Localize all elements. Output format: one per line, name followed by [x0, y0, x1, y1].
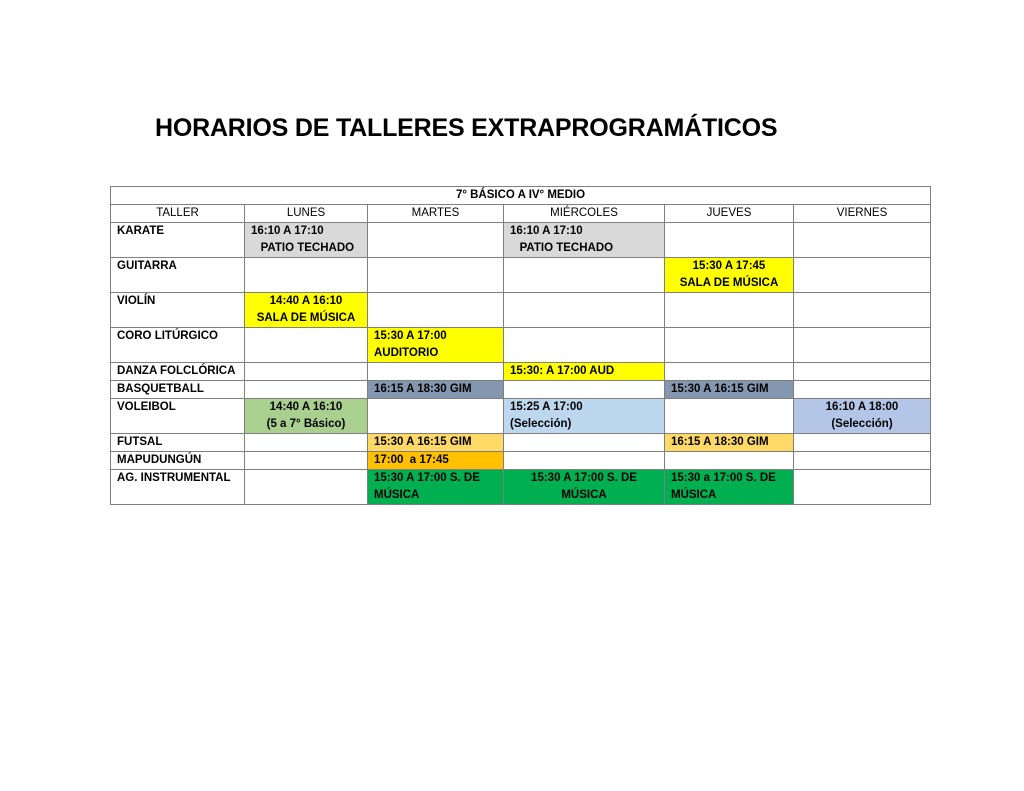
- taller-name: AG. INSTRUMENTAL: [111, 470, 245, 505]
- slot-martes: [368, 452, 504, 470]
- slot-viernes: [794, 399, 931, 434]
- slot-miercoles: [504, 470, 665, 505]
- slot-jueves: [665, 470, 794, 505]
- slot-line: 15:30: A 17:00 AUD: [510, 365, 615, 377]
- slot-line: SALA DE MÚSICA: [679, 277, 779, 289]
- slot-viernes: [794, 452, 931, 470]
- header-viernes: VIERNES: [794, 205, 931, 223]
- slot-line: 16:10 A 17:10: [251, 225, 324, 237]
- taller-name: BASQUETBALL: [111, 381, 245, 399]
- table-row: [111, 223, 931, 258]
- slot-viernes: [794, 223, 931, 258]
- slot-line: 14:40 A 16:10: [269, 295, 343, 307]
- slot-line: 15:30 A 17:00 S. DE: [531, 472, 637, 484]
- table-row: [111, 363, 931, 381]
- table-row: [111, 258, 931, 293]
- slot-miercoles: [504, 363, 665, 381]
- slot-line: (Selección): [831, 418, 893, 430]
- taller-name: FUTSAL: [111, 434, 245, 452]
- slot-lunes: [245, 293, 368, 328]
- slot-miercoles: [504, 434, 665, 452]
- slot-jueves: [665, 399, 794, 434]
- slot-jueves: [665, 452, 794, 470]
- slot-jueves: [665, 363, 794, 381]
- table-row: [111, 381, 931, 399]
- slot-viernes: [794, 328, 931, 363]
- slot-lunes: [245, 434, 368, 452]
- slot-line: 15:30 A 17:45: [692, 260, 766, 272]
- slot-viernes: [794, 258, 931, 293]
- taller-name: MAPUDUNGÚN: [111, 452, 245, 470]
- slot-miercoles: [504, 452, 665, 470]
- slot-martes: [368, 434, 504, 452]
- slot-line: MÚSICA: [561, 489, 607, 501]
- slot-line: (5 a 7° Básico): [266, 418, 346, 430]
- slot-line: SALA DE MÚSICA: [256, 312, 356, 324]
- slot-martes: [368, 470, 504, 505]
- table-row: [111, 399, 931, 434]
- slot-line: PATIO TECHADO: [510, 242, 614, 254]
- slot-lunes: [245, 381, 368, 399]
- slot-jueves: [665, 328, 794, 363]
- slot-viernes: [794, 434, 931, 452]
- slot-lunes: [245, 399, 368, 434]
- slot-martes: [368, 363, 504, 381]
- slot-viernes: [794, 293, 931, 328]
- table-caption: 7° BÁSICO A IV° MEDIO: [111, 187, 931, 205]
- slot-jueves: [665, 381, 794, 399]
- slot-line: 15:30 A 16:15 GIM: [374, 436, 472, 448]
- slot-miercoles: [504, 328, 665, 363]
- taller-name: VOLEIBOL: [111, 399, 245, 434]
- table-caption-row: [111, 187, 931, 205]
- table-row: [111, 434, 931, 452]
- slot-martes: [368, 328, 504, 363]
- slot-jueves: [665, 223, 794, 258]
- slot-line: AUDITORIO: [374, 347, 439, 359]
- slot-lunes: [245, 452, 368, 470]
- slot-line: 16:10 A 18:00: [825, 401, 899, 413]
- slot-line: 16:15 A 18:30 GIM: [671, 436, 769, 448]
- header-martes: MARTES: [368, 205, 504, 223]
- header-taller: TALLER: [111, 205, 245, 223]
- header-lunes: LUNES: [245, 205, 368, 223]
- table-row: [111, 470, 931, 505]
- slot-miercoles: [504, 293, 665, 328]
- taller-name: KARATE: [111, 223, 245, 258]
- slot-line: (Selección): [510, 418, 572, 430]
- table-row: [111, 452, 931, 470]
- slot-martes: [368, 381, 504, 399]
- slot-viernes: [794, 381, 931, 399]
- taller-name: VIOLÍN: [111, 293, 245, 328]
- slot-miercoles: [504, 381, 665, 399]
- slot-viernes: [794, 363, 931, 381]
- slot-line: 14:40 A 16:10: [269, 401, 343, 413]
- slot-lunes: [245, 328, 368, 363]
- slot-viernes: [794, 470, 931, 505]
- slot-line: 17:00 a 17:45: [374, 454, 449, 466]
- slot-line: 15:30 A 17:00 S. DE: [374, 472, 480, 484]
- slot-line: 15:30 A 16:15 GIM: [671, 383, 769, 395]
- slot-miercoles: [504, 399, 665, 434]
- slot-line: 15:30 a 17:00 S. DE: [671, 472, 776, 484]
- slot-martes: [368, 399, 504, 434]
- header-miercoles: MIÉRCOLES: [504, 205, 665, 223]
- table-header-row: [111, 205, 931, 223]
- slot-line: 16:15 A 18:30 GIM: [374, 383, 472, 395]
- taller-name: DANZA FOLCLÓRICA: [111, 363, 245, 381]
- slot-line: 15:30 A 17:00: [374, 330, 447, 342]
- schedule-table: [110, 186, 931, 505]
- slot-lunes: [245, 223, 368, 258]
- table-row: [111, 328, 931, 363]
- slot-line: MÚSICA: [671, 489, 717, 501]
- slot-miercoles: [504, 223, 665, 258]
- slot-lunes: [245, 470, 368, 505]
- slot-line: 15:25 A 17:00: [510, 401, 583, 413]
- slot-line: MÚSICA: [374, 489, 420, 501]
- slot-line: 16:10 A 17:10: [510, 225, 583, 237]
- slot-martes: [368, 293, 504, 328]
- table-row: [111, 293, 931, 328]
- slot-jueves: [665, 434, 794, 452]
- slot-line: PATIO TECHADO: [251, 242, 355, 254]
- page-title: HORARIOS DE TALLERES EXTRAPROGRAMÁTICOS: [155, 114, 778, 142]
- slot-jueves: [665, 258, 794, 293]
- slot-lunes: [245, 258, 368, 293]
- slot-miercoles: [504, 258, 665, 293]
- slot-jueves: [665, 293, 794, 328]
- slot-martes: [368, 223, 504, 258]
- slot-lunes: [245, 363, 368, 381]
- taller-name: GUITARRA: [111, 258, 245, 293]
- taller-name: CORO LITÚRGICO: [111, 328, 245, 363]
- slot-martes: [368, 258, 504, 293]
- header-jueves: JUEVES: [665, 205, 794, 223]
